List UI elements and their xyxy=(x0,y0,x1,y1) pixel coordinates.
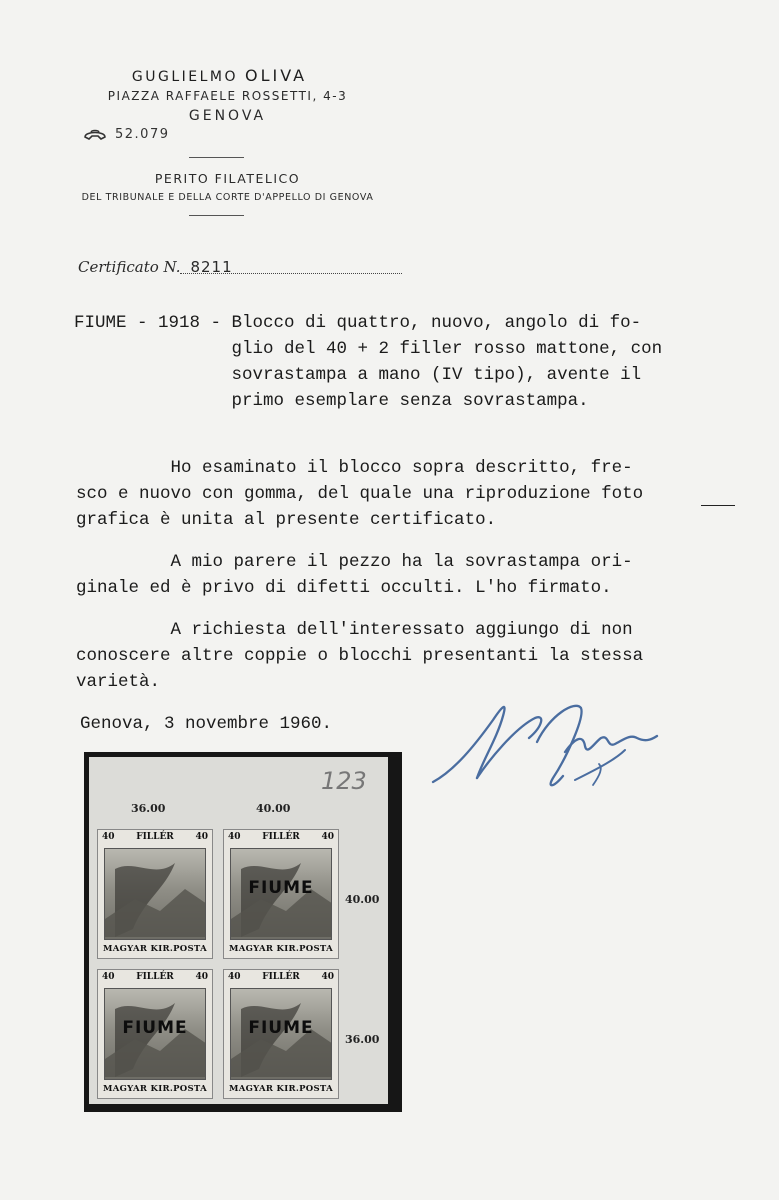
stamp xyxy=(223,829,339,959)
telephone-icon xyxy=(83,128,107,142)
stamp-value: 40 xyxy=(102,832,115,842)
paragraph-line: A mio parere il pezzo ha la sovrastampa ori- xyxy=(76,552,633,572)
paragraph-line: ginale ed è privo di difetti occulti. L'ho firmato. xyxy=(76,578,612,598)
margin-number: 40.00 xyxy=(345,893,380,906)
dotted-line xyxy=(180,273,402,274)
letterhead-city: GENOVA xyxy=(188,108,267,124)
stamp-value: 40 xyxy=(321,832,334,842)
description-line: sovrastampa a mano (IV tipo), avente il xyxy=(74,365,642,385)
paragraph-line: grafica è unita al presente certificato. xyxy=(76,510,497,530)
stamp-footer: MAGYAR KIR.POSTA xyxy=(229,944,333,954)
stamp-value: 40 xyxy=(321,972,334,982)
description-line: FIUME - 1918 - Blocco di quattro, nuovo, angolo di fo- xyxy=(74,313,642,333)
paragraph-line: A richiesta dell'interessato aggiungo di non xyxy=(76,620,633,640)
stamp-value: 40 xyxy=(102,972,115,982)
signature-image xyxy=(425,690,675,810)
stamp-block-photo xyxy=(84,752,402,1112)
divider xyxy=(189,215,244,216)
fiume-overprint: FIUME xyxy=(248,1018,314,1038)
pencil-note: 123 xyxy=(321,767,367,795)
letterhead-name xyxy=(82,66,357,85)
stamp-header: FILLÉR xyxy=(136,972,174,982)
place-date: Genova, 3 novembre 1960. xyxy=(80,714,333,734)
phone-number: 52.079 xyxy=(115,127,170,142)
letterhead-phone xyxy=(83,127,170,142)
stamp-header: FILLÉR xyxy=(136,832,174,842)
certificate-label: Certificato N. xyxy=(78,258,181,276)
stamp-value: 40 xyxy=(195,972,208,982)
fiume-overprint: FIUME xyxy=(248,878,314,898)
stamp-footer: MAGYAR KIR.POSTA xyxy=(103,1084,207,1094)
description-line: primo esemplare senza sovrastampa. xyxy=(74,391,589,411)
stamp-design xyxy=(104,848,206,940)
stamp-header: FILLÉR xyxy=(262,972,300,982)
stamp xyxy=(97,969,213,1099)
sheet-margin xyxy=(89,757,388,1104)
certificate-number: 8211 xyxy=(190,258,233,276)
certificate-number-line xyxy=(78,258,233,276)
stamp-footer: MAGYAR KIR.POSTA xyxy=(229,1084,333,1094)
paragraph-line: varietà. xyxy=(76,672,161,692)
description-line: glio del 40 + 2 filler rosso mattone, con xyxy=(74,339,663,359)
letterhead-title: PERITO FILATELICO xyxy=(154,171,301,186)
divider xyxy=(189,157,244,158)
paragraph-line: Ho esaminato il blocco sopra descritto, fre- xyxy=(76,458,633,478)
paragraph-line: conoscere altre coppie o blocchi presentanti la stessa xyxy=(76,646,644,666)
stamp-value: 40 xyxy=(195,832,208,842)
margin-number: 36.00 xyxy=(345,1033,380,1046)
stamp-value: 40 xyxy=(228,972,241,982)
stamp-value: 40 xyxy=(228,832,241,842)
underline-mark xyxy=(701,505,735,506)
stamp xyxy=(223,969,339,1099)
paragraph-line: sco e nuovo con gomma, del quale una riproduzione foto xyxy=(76,484,644,504)
name-last: OLIVA xyxy=(244,66,308,85)
name-first: GUGLIELMO xyxy=(131,69,239,85)
fiume-overprint: FIUME xyxy=(122,1018,188,1038)
stamp xyxy=(97,829,213,959)
letterhead-address: PIAZZA RAFFAELE ROSSETTI, 4-3 xyxy=(107,89,348,103)
stamp-header: FILLÉR xyxy=(262,832,300,842)
letterhead-court: DEL TRIBUNALE E DELLA CORTE D'APPELLO DI GENOVA xyxy=(81,192,374,203)
stamp-footer: MAGYAR KIR.POSTA xyxy=(103,944,207,954)
margin-number: 36.00 xyxy=(131,802,166,815)
margin-number: 40.00 xyxy=(256,802,291,815)
